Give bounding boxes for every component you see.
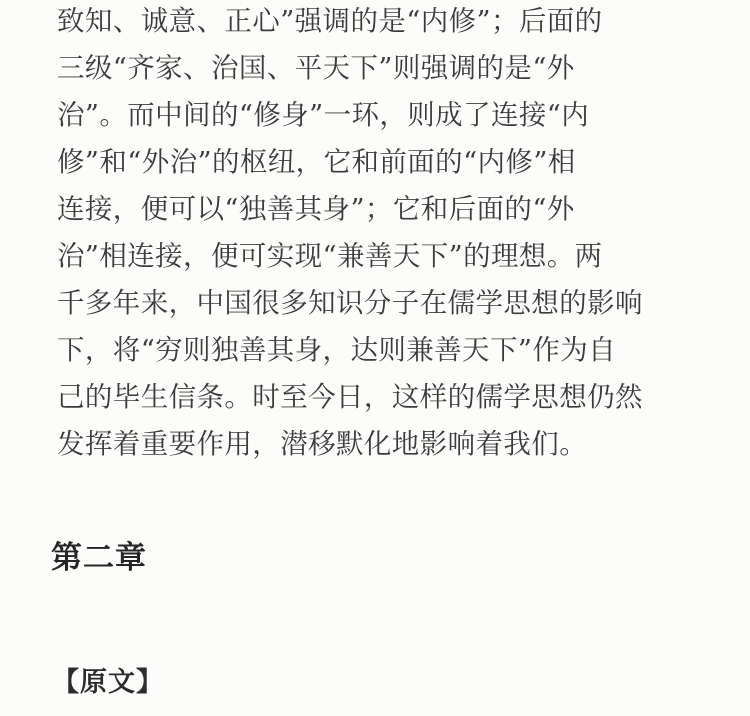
chapter-title: 第二章 bbox=[51, 540, 147, 576]
paragraph-line: 修”和“外治”的枢纽，它和前面的“内修”相 bbox=[57, 146, 576, 178]
paragraph-line: 下，将“穷则独善其身，达则兼善天下”作为自 bbox=[57, 334, 617, 366]
paragraph-line: 连接，便可以“独善其身”；它和后面的“外 bbox=[57, 193, 575, 225]
paragraph-line: 己的毕生信条。时至今日，这样的儒学思想仍然 bbox=[57, 381, 643, 413]
paragraph-line: 千多年来，中国很多知识分子在儒学思想的影响 bbox=[57, 287, 643, 319]
section-label: 【原文】 bbox=[52, 667, 164, 698]
paragraph-line: 治”相连接，便可实现“兼善天下”的理想。两 bbox=[57, 240, 603, 272]
paragraph-line: 三级“齐家、治国、平天下”则强调的是“外 bbox=[57, 52, 575, 84]
paragraph-line: 致知、诚意、正心”强调的是“内修”；后面的 bbox=[57, 5, 603, 37]
body-paragraph bbox=[57, 0, 677, 468]
paragraph-line: 发挥着重要作用，潜移默化地影响着我们。 bbox=[57, 428, 588, 460]
paragraph-line: 治”。而中间的“修身”一环，则成了连接“内 bbox=[57, 99, 590, 131]
